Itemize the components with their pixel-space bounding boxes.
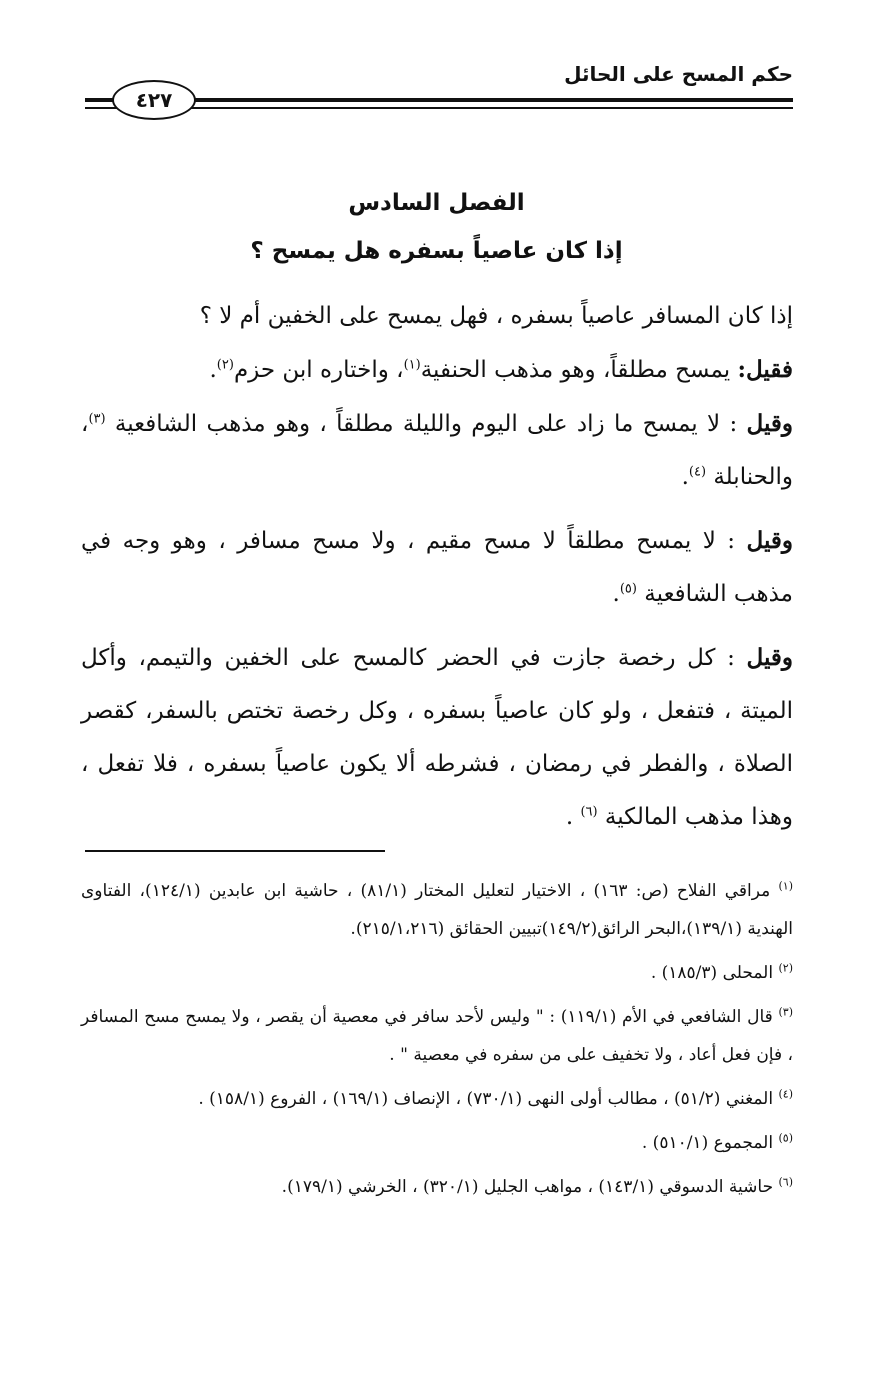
opinion-lead: وقيل <box>746 527 793 554</box>
opinion-paragraph-4 <box>81 631 793 844</box>
opinion-paragraph-3 <box>81 514 793 621</box>
opinion-text: يمسح مطلقاً، وهو مذهب الحنفية <box>420 357 738 383</box>
footnote-ref[interactable]: (٤) <box>688 464 707 480</box>
footnote <box>81 1168 793 1206</box>
chapter-question: إذا كان عاصياً بسفره هل يمسح ؟ <box>250 238 623 264</box>
footnote-ref[interactable]: (١) <box>403 357 421 373</box>
opinion-lead: فقيل: <box>737 356 793 383</box>
opinion-text: ، والحنابلة <box>81 411 793 490</box>
opinion-lead: وقيل <box>746 644 793 671</box>
footnote-text: المغني (٥١/٢) ، مطالب أولى النهى (٧٣٠/١) ، الإنصاف (١٦٩/١) ، الفروع (١٥٨/١) . <box>198 1089 774 1109</box>
footnote-text: المحلى (١٨٥/٣) . <box>650 963 774 983</box>
footnote-ref[interactable]: (٥) <box>619 581 637 597</box>
opinion-text: : لا يمسح ما زاد على اليوم والليلة مطلقاً ، وهو مذهب الشافعية <box>105 411 747 437</box>
footnote-ref[interactable]: (٦) <box>580 804 598 820</box>
opinion-text: . <box>681 464 689 490</box>
page-number: ٤٢٧ <box>112 80 196 120</box>
footnote-number: (٥) <box>778 1131 793 1145</box>
body-text <box>81 290 793 844</box>
opinion-paragraph-2 <box>81 397 793 504</box>
opinion-text: ، واختاره ابن حزم <box>233 357 404 383</box>
footnote-number: (٣) <box>778 1005 793 1019</box>
footnote-text: مراقي الفلاح (ص: ١٦٣) ، الاختيار لتعليل المختار (٨١/١) ، حاشية ابن عابدين (١٢٤/١)، الفتاوى الهندية (١٣٩/١)،البحر الرائق(١٤٩/٢)تبيين الحقائق (٢١٥/١،٢١٦). <box>81 881 793 939</box>
footnote-text: قال الشافعي في الأم (١١٩/١) : " وليس لأحد سافر في معصية أن يقصر ، ولا يمسح مسح المسافر ، فإن فعل أعاد ، ولا تخفيف على من سفره في معصية " . <box>81 1007 793 1065</box>
footnote <box>81 1124 793 1162</box>
opinion-lead: وقيل <box>746 410 793 437</box>
footnote-number: (١) <box>778 879 794 893</box>
footnote-ref[interactable]: (٣) <box>88 411 106 427</box>
opinion-text: . <box>612 581 620 607</box>
footnote <box>81 998 793 1074</box>
footnote-text: المجموع (٥١٠/١) . <box>641 1133 774 1153</box>
opinion-text: : كل رخصة جازت في الحضر كالمسح على الخفين والتيمم، وأكل الميتة ، فتفعل ، ولو كان عاصياً بسفره ، وكل رخصة تختص بالسفر، كقصر الصلاة ، والفطر في رمضان ، فشرطه ألا يكون عاصياً بسفره ، فلا تفعل ، وهذا مذهب المالكية <box>81 645 793 830</box>
footnote-number: (٦) <box>778 1175 793 1189</box>
intro-paragraph: إذا كان المسافر عاصياً بسفره ، فهل يمسح على الخفين أم لا ؟ <box>199 303 793 329</box>
footnote-number: (٤) <box>778 1087 793 1101</box>
opinion-text: . <box>209 357 217 383</box>
footnote <box>81 872 793 948</box>
footnote-number: (٢) <box>778 961 793 975</box>
opinion-text: : لا يمسح مطلقاً لا مسح مقيم ، ولا مسح مسافر ، وهو وجه في مذهب الشافعية <box>81 528 793 607</box>
running-title: حكم المسح على الحائل <box>564 62 793 86</box>
footnote-ref[interactable]: (٢) <box>216 357 234 373</box>
footnote <box>81 1080 793 1118</box>
footnote <box>81 954 793 992</box>
opinion-paragraph-1 <box>81 343 793 397</box>
opinion-text: . <box>565 804 581 830</box>
chapter-title: الفصل السادس <box>348 190 525 216</box>
footnotes <box>81 872 793 1206</box>
footnote-text: حاشية الدسوقي (١٤٣/١) ، مواهب الجليل (٣٢٠/١) ، الخرشي (١٧٩/١). <box>281 1177 774 1197</box>
footnote-separator <box>85 850 385 852</box>
